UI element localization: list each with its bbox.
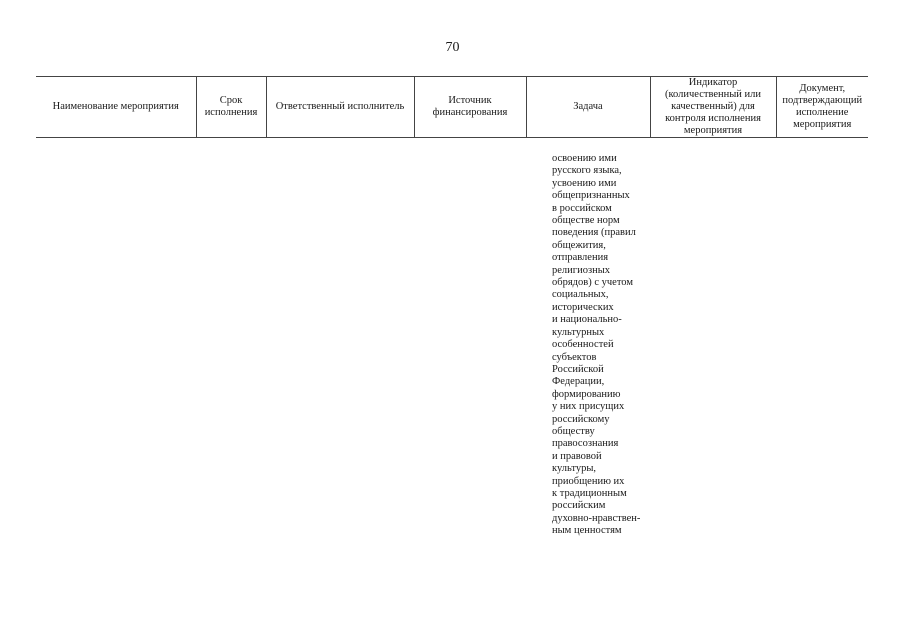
header-document: Документ, подтверждающий исполнение мероприятия bbox=[776, 77, 868, 138]
task-text-line: субъектов bbox=[552, 351, 597, 363]
task-text-line: культурных bbox=[552, 326, 605, 338]
task-text-line: у них присущих bbox=[552, 401, 625, 413]
header-activity-name: Наименование мероприятия bbox=[36, 77, 196, 138]
task-text-line: Российской bbox=[552, 363, 604, 375]
header-deadline: Срок исполнения bbox=[196, 77, 266, 138]
task-text-line: Федерации, bbox=[552, 376, 605, 388]
table-row bbox=[36, 138, 868, 538]
header-funding-source: Источник финансирования bbox=[414, 77, 526, 138]
task-text-line: ным ценностям bbox=[552, 525, 622, 537]
header-responsible: Ответственный исполнитель bbox=[266, 77, 414, 138]
task-text-line: формированию bbox=[552, 388, 621, 400]
task-text-line: поведения (правил bbox=[552, 227, 636, 239]
task-text-line: исторических bbox=[552, 301, 614, 313]
task-text-line: и национально- bbox=[552, 314, 622, 326]
task-text-line: обществу bbox=[552, 425, 595, 437]
cell-deadline bbox=[196, 138, 266, 538]
task-text-line: российскому bbox=[552, 413, 610, 425]
cell-activity-name bbox=[36, 138, 196, 538]
task-text-line: правосознания bbox=[552, 438, 619, 450]
task-text-line: обществе норм bbox=[552, 215, 620, 227]
task-text-line: усвоению ими bbox=[552, 177, 617, 189]
task-text-line: культуры, bbox=[552, 463, 596, 475]
task-text-line: к традиционным bbox=[552, 487, 627, 499]
header-task: Задача bbox=[526, 77, 650, 138]
task-text-line: русского языка, bbox=[552, 165, 622, 177]
task-text-line: отправления bbox=[552, 252, 609, 264]
header-indicator: Индикатор (количественный или качественный) для контроля исполнения мероприятия bbox=[650, 77, 776, 138]
task-text-line: освоению ими bbox=[552, 153, 617, 164]
task-text-line: российским bbox=[552, 500, 606, 512]
cell-indicator bbox=[650, 138, 776, 538]
task-text-line: приобщению их bbox=[552, 475, 625, 487]
cell-document bbox=[776, 138, 868, 538]
cell-responsible bbox=[266, 138, 414, 538]
cell-funding-source bbox=[414, 138, 526, 538]
task-text-line: общепризнанных bbox=[552, 190, 630, 202]
task-text-line: обрядов) с учетом bbox=[552, 277, 633, 289]
task-text-line: общежития, bbox=[552, 239, 606, 251]
page-number: 70 bbox=[445, 40, 460, 55]
plan-table bbox=[36, 76, 868, 538]
task-text-line: религиозных bbox=[552, 264, 611, 276]
task-text-line: и правовой bbox=[552, 450, 602, 462]
task-text-line: особенностей bbox=[552, 339, 614, 351]
task-text bbox=[552, 153, 652, 538]
task-text-line: духовно-нравствен- bbox=[552, 512, 641, 524]
table-header-row bbox=[36, 77, 868, 138]
cell-task bbox=[526, 138, 650, 538]
task-text-line: социальных, bbox=[552, 289, 609, 301]
task-text-line: в российском bbox=[552, 202, 612, 214]
